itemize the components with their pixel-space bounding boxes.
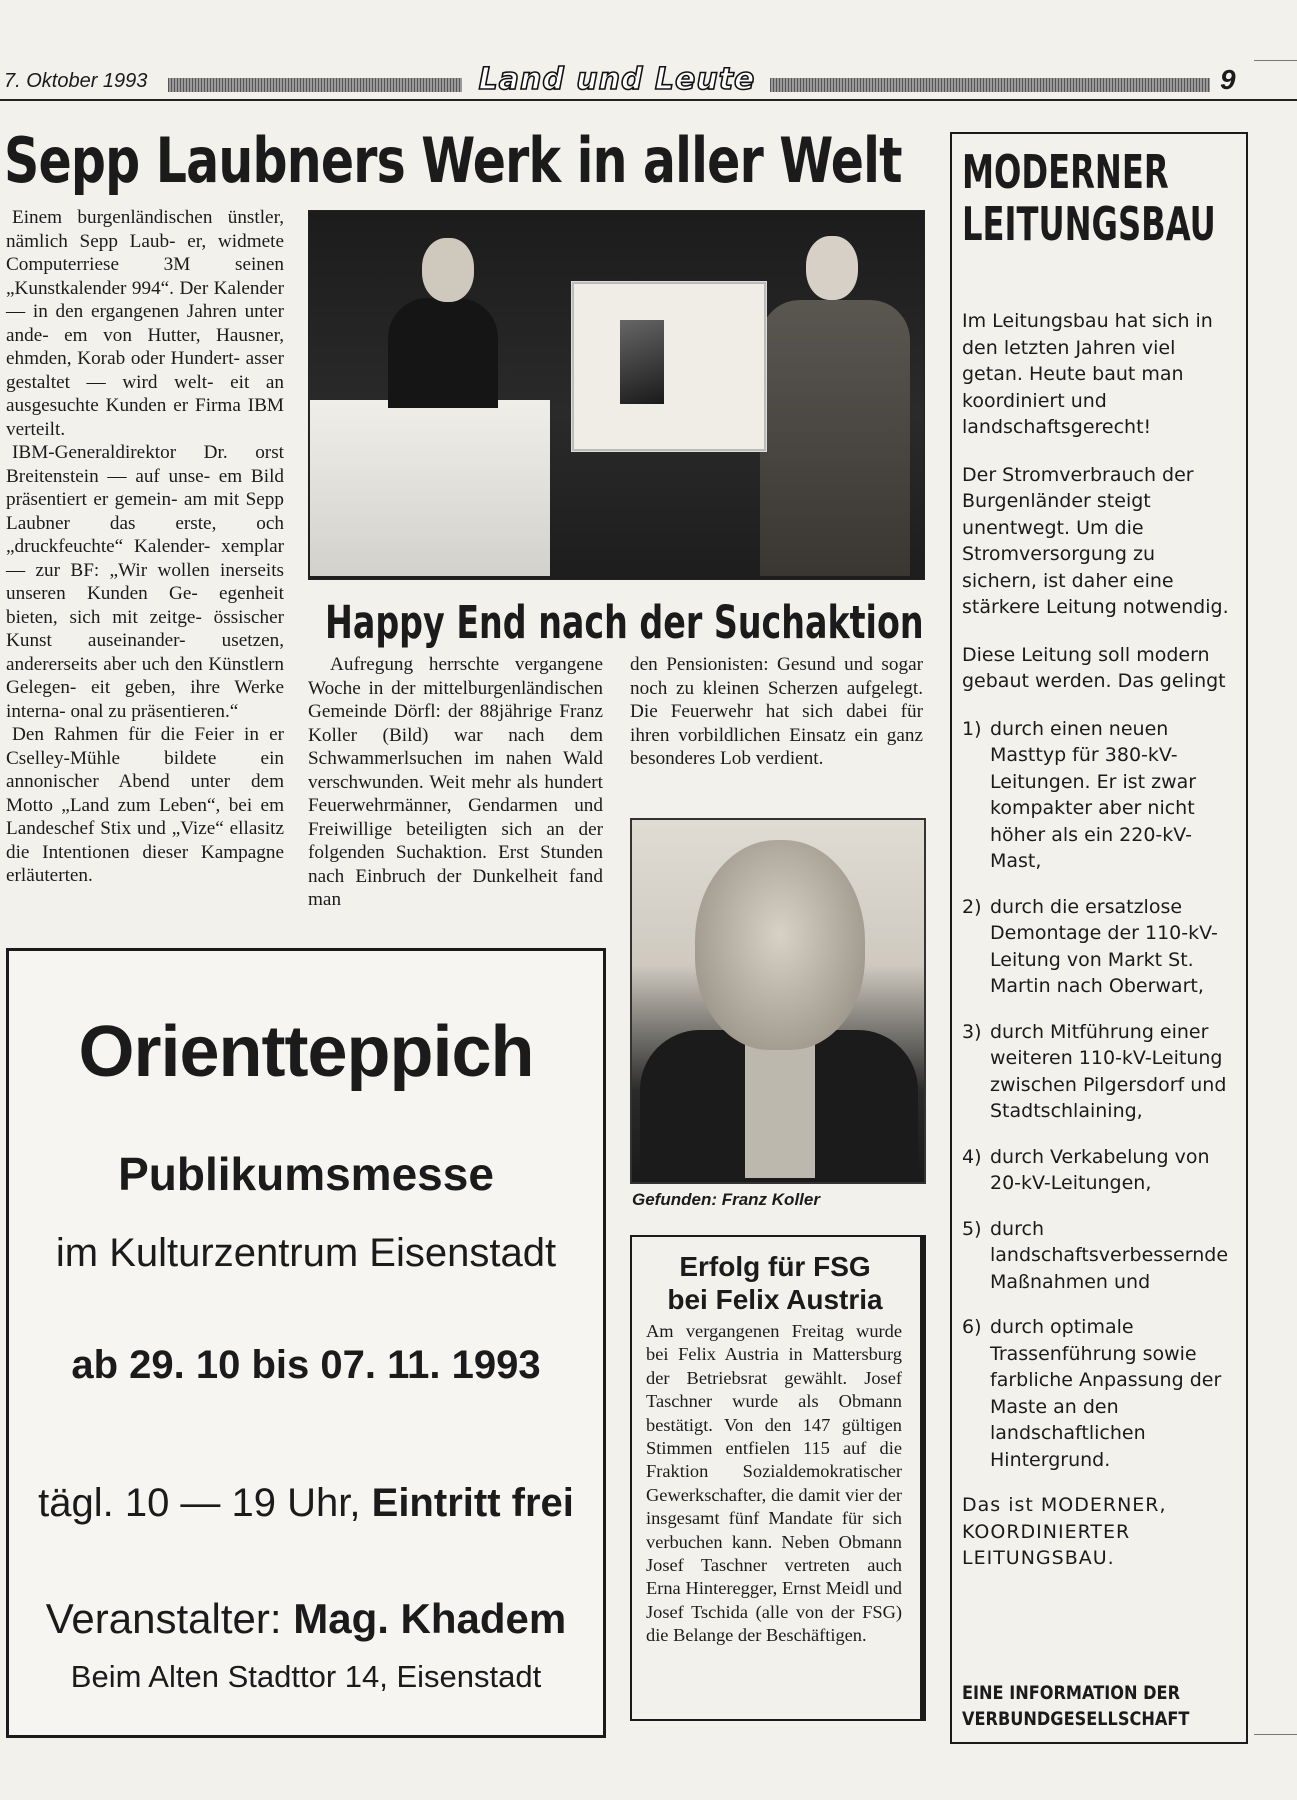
list-item: [962, 894, 1232, 1000]
list-number: 5): [962, 1217, 982, 1240]
ad-organizer-line: [9, 1595, 603, 1643]
article2-body-right: [630, 653, 923, 771]
list-number: 4): [962, 1145, 982, 1168]
fsg-title: [640, 1250, 910, 1316]
sidebar-title: [962, 146, 1216, 250]
list-item: [962, 1019, 1232, 1125]
fsg-title-line: Erfolg für FSG: [679, 1251, 871, 1282]
article2-headline: Happy End nach der Suchaktion: [325, 596, 924, 649]
lectern: [310, 400, 550, 576]
article-body: [6, 206, 284, 888]
article2-body-left: [308, 653, 603, 912]
sidebar-title-line: MODERNER: [962, 145, 1169, 199]
list-item: [962, 1144, 1232, 1197]
sidebar-footer: [962, 1680, 1193, 1732]
section-title: Land und Leute: [478, 62, 756, 97]
list-number: 2): [962, 895, 982, 918]
person-left-head: [422, 238, 474, 302]
sidebar-footer-line: EINE INFORMATION DER: [962, 1682, 1181, 1704]
crop-mark: [1254, 1734, 1297, 1735]
photo-caption: Gefunden: Franz Koller: [632, 1190, 820, 1209]
ad-organizer-label: Veranstalter:: [45, 1595, 282, 1642]
list-text: durch landschaftsverbessernde Maßnahmen und: [990, 1217, 1229, 1293]
article-paragraph: Einem burgenländischen ünstler, nämlich Sepp Laub- er, widmete Computerriese 3M seinen „Kunstkalender 994“. Der Kalender — in den ergangenen Jahren unter ande- em von Hutter, Hausner, ehmden, Korab oder Hundert- asser gestaltet — wird welt- eit an ausgesuchte Kunden er Firma IBM verteilt.: [6, 207, 284, 440]
calendar-artwork: [572, 282, 766, 451]
list-text: durch die ersatzlose Demontage der 110-kV-Leitung von Markt St. Martin nach Oberwart,: [990, 895, 1218, 997]
fsg-text: Am vergangenen Freitag wurde bei Felix Austria in Mattersburg der Betriebsrat gewählt. Josef Taschner wurde als Obmann bestätigt. Von den 147 gültigen Stimmen entfielen 115 auf die Fraktion Sozialdemokratischer Gewerkschafter, die damit vier der insgesamt fünf Mandate für sich verbuchen kann. Neben Obmann Josef Taschner vertreten auch Erna Hinteregger, Ernst Meidl und Josef Tschida (alle von der FSG) die Belange der Beschäftigen.: [646, 1321, 902, 1646]
ad-address: Beim Alten Stadttor 14, Eisenstadt: [70, 1659, 542, 1694]
sidebar-body: [962, 308, 1232, 1593]
ad-subtitle: Publikumsmesse: [118, 1148, 494, 1200]
list-number: 3): [962, 1020, 982, 1043]
fsg-title-line: bei Felix Austria: [667, 1284, 883, 1315]
header-rule-left: [168, 78, 462, 92]
ad-organizer: Mag. Khadem: [293, 1595, 567, 1642]
list-item: [962, 716, 1232, 875]
sidebar-paragraph: Diese Leitung soll modern gebaut werden. Das gelingt: [962, 643, 1226, 692]
header-divider: [0, 99, 1297, 101]
header-rule-right: [770, 78, 1210, 92]
ad-hours-line: [9, 1481, 603, 1526]
article-paragraph: IBM-Generaldirektor Dr. orst Breitenstein — auf unse- em Bild präsentiert er gemein- am mit Sepp Laubner das erste, och „druckfeuchte“ Kalender- xemplar — zur BF: „Wir wollen inerseits unseren Kunden Ge- egenheit bieten, sich mit zeitge- össischer Kunst auseinander- usetzen, andererseits aber uch den Künstlern Gelegen- eit geben, ihre Werke interna- onal zu präsentieren.“: [6, 442, 284, 722]
ad-entry: Eintritt frei: [371, 1481, 574, 1525]
portrait-face: [695, 840, 865, 1050]
list-text: durch optimale Trassenführung sowie farbliche Anpassung der Maste an den landschaftlichen Hintergrund.: [990, 1316, 1222, 1471]
page-number: 9: [1220, 64, 1236, 95]
sidebar-closing: Das ist MODERNER, KOORDINIERTER LEITUNGSBAU.: [962, 1494, 1167, 1569]
ad-title: Orientteppich: [78, 1012, 534, 1092]
calendar-artwork-image: [620, 320, 664, 404]
article-headline: Sepp Laubners Werk in aller Welt: [4, 124, 902, 197]
carpet-fair-ad: [6, 948, 606, 1738]
portrait-shirt: [745, 1035, 815, 1178]
list-text: durch einen neuen Masttyp für 380-kV-Leitungen. Er ist zwar kompakter aber nicht höher als ein 220-kV-Mast,: [990, 717, 1197, 872]
ad-venue: im Kulturzentrum Eisenstadt: [55, 1231, 557, 1275]
sidebar-paragraph: Der Stromverbrauch der Burgenländer steigt unentwegt. Um die Stromversorgung zu sichern, ist daher eine stärkere Leitung notwendig.: [962, 463, 1229, 618]
list-number: 6): [962, 1316, 982, 1338]
list-item: [962, 1314, 1232, 1473]
sidebar-footer-line: VERBUNDGESELLSCHAFT: [962, 1708, 1190, 1730]
list-text: durch Mitführung einer weiteren 110-kV-Leitung zwischen Pilgersdorf und Stadtschlaining,: [990, 1020, 1227, 1122]
article2-paragraph: den Pensionisten: Gesund und sogar noch zu kleinen Scherzen aufgelegt. Die Feuerwehr hat sich dabei für ihren vorbildlichen Einsatz ein ganz besonderes Lob verdient.: [630, 654, 923, 769]
crop-mark: [1254, 60, 1297, 61]
issue-date: 7. Oktober 1993: [4, 70, 148, 92]
article2-paragraph: Aufregung herrschte vergangene Woche in der mittelburgenländischen Gemeinde Dörfl: der 88jährige Franz Koller (Bild) war nach dem Schwammerlsuchen im nahen Wald verschwunden. Weit mehr als hundert Feuerwehrmänner, Gendarmen und Freiwillige beteiligten sich an der folgenden Suchaktion. Erst Stunden nach Einbruch der Dunkelheit fand man: [308, 654, 603, 910]
sidebar-list: [962, 716, 1232, 1474]
person-left: [388, 298, 498, 408]
ad-dates: ab 29. 10 bis 07. 11. 1993: [71, 1343, 541, 1387]
sidebar-title-line: LEITUNGSBAU: [962, 197, 1216, 251]
list-item: [962, 1216, 1232, 1296]
article-paragraph: Den Rahmen für die Feier in er Cselley-Mühle bildete ein annonischer Abend unter dem Motto „Land zum Leben“, bei em Landeschef Stix und „Vize“ ellasitz die Intentionen dieser Kampagne erläuterten.: [6, 724, 284, 886]
ad-hours: tägl. 10 — 19 Uhr,: [38, 1481, 361, 1525]
list-text: durch Verkabelung von 20-kV-Leitungen,: [990, 1145, 1210, 1194]
person-right-head: [806, 236, 858, 300]
list-number: 1): [962, 717, 982, 740]
person-right: [760, 300, 910, 576]
sidebar-paragraph: Im Leitungsbau hat sich in den letzten Jahren viel getan. Heute baut man koordiniert und landschaftsgerecht!: [962, 310, 1213, 438]
